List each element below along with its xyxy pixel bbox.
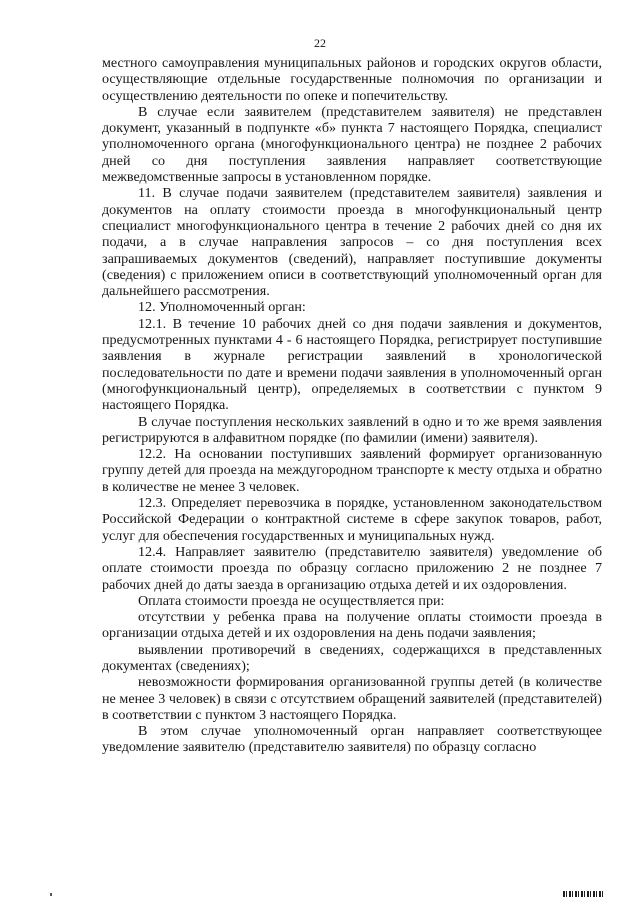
page-number: 22: [314, 36, 326, 50]
paragraph-item-12-4: 12.4. Направляет заявителю (представителю заявителя) уведомление об оплате стоимости проезда по образцу согласно приложению 2 не позднее 7 рабочих дней до даты заезда в организацию отдыха детей и их оздоровления.: [102, 543, 602, 593]
document-body: [102, 55, 602, 756]
paragraph-item-12: 12. Уполномоченный орган:: [138, 299, 306, 316]
paragraph-simultaneous-applications: В случае поступления нескольких заявлений в одно и то же время заявления регистрируются в алфавитном порядке (по фамилии (имени) заявителя).: [102, 413, 602, 446]
paragraph-refusal-reason-1: отсутствии у ребенка права на получение оплаты стоимости проезда в организации отдыха детей и их оздоровления на день подачи заявления;: [102, 609, 602, 642]
scan-margin-mark: [50, 893, 52, 896]
paragraph-item-12-1: 12.1. В течение 10 рабочих дней со дня подачи заявления и документов, предусмотренных пунктами 4 - 6 настоящего Порядка, регистрирует поступившие заявления в журнале регистрации заявлений в хронологической последовательности по дате и времени подачи заявления в уполномоченный орган (многофункциональный центр), определяемых в соответствии с пунктом 9 настоящего Порядка.: [102, 315, 602, 414]
paragraph-notification: В этом случае уполномоченный орган направляет соответствующее уведомление заявителю (представителю заявителя) по образцу согласно: [102, 723, 602, 756]
paragraph-payment-refusal: Оплата стоимости проезда не осуществляется при:: [138, 592, 445, 609]
paragraph-missing-document: В случае если заявителем (представителем заявителя) не представлен документ, указанный в подпункте «б» пункта 7 настоящего Порядка, специалист уполномоченного органа (многофункционального центра) не позднее 2 рабочих дней со дня поступления заявления направляет соответствующие межведомственные запросы в установленном порядке.: [102, 103, 602, 186]
paragraph-continuation: местного самоуправления муниципальных районов и городских округов области, осуществляющие отдельные государственные полномочия по организации и осуществлению деятельности по опеке и попечительству.: [102, 55, 602, 104]
paragraph-refusal-reason-2: выявлении противоречий в сведениях, содержащихся в представленных документах (сведениях);: [102, 641, 602, 674]
paragraph-refusal-reason-3: невозможности формирования организованной группы детей (в количестве не менее 3 человек) в связи с отсутствием обращений заявителей (представителей) в соответствии с пунктом 3 настоящего Порядка.: [102, 674, 602, 723]
paragraph-item-12-2: 12.2. На основании поступивших заявлений формирует организованную группу детей для проезда на междугородном транспорте к месту отдыха и обратно в количестве не менее 3 человек.: [102, 446, 602, 495]
paragraph-item-11: 11. В случае подачи заявителем (представителем заявителя) заявления и документов на оплату стоимости проезда в многофункциональный центр специалист многофункционального центра в течение 2 рабочих дней со дня их подачи, а в случае направления запросов – со дня поступления всех запрашиваемых документов (сведений), направляет поступившие документы (сведения) с приложением описи в соответствующий уполномоченный орган для дальнейшего рассмотрения.: [102, 185, 602, 300]
paragraph-item-12-3: 12.3. Определяет перевозчика в порядке, установленном законодательством Российской Федерации о контрактной системе в сфере закупок товаров, работ, услуг для обеспечения государственных и муниципальных нужд.: [102, 495, 602, 544]
scan-barcode-marks: [563, 891, 603, 897]
